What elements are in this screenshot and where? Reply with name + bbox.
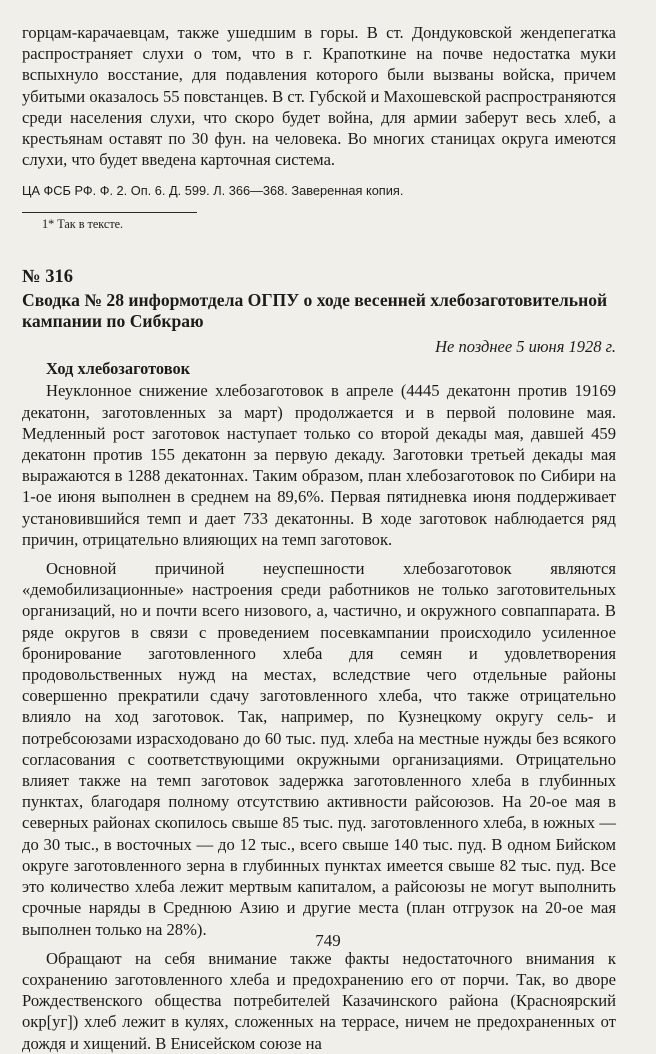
- archival-source-note: ЦА ФСБ РФ. Ф. 2. Оп. 6. Д. 599. Л. 366—368. Заверенная копия.: [22, 183, 404, 199]
- footnote-divider: [22, 212, 197, 213]
- body-paragraph: Основной причиной неуспешности хлебозаготовок являются «демобилизационные» настроения среди работников не только заготовительных организаций, но и почти всего низового, а, частично, и окружного совпаппарата. В ряде округов в связи с проведением посевкампании происходило усиленное бронирование заготовленного хлеба для семян и удовлетворения продовольственных нужд на местах, вследствие чего отдельные районы совершенно прекратили сдачу заготовленного хлеба, что также отрицательно влияло на ход заготовок. Так, например, по Кузнецкому округу сель- и потребсоюзами израсходовано до 60 тыс. пуд. хлеба на местные нужды без всякого согласования с соответствующими окружными организациями. Отрицательно влияет также на темп заготовок задержка заготовленного хлеба в глубинных пунктах, благодаря полному отсутствию активности райсоюзов. На 20-ое мая в северных районах скопилось свыше 85 тыс. пуд. заготовленного хлеба, в южных — до 30 тыс., в восточных — до 12 тыс., всего свыше 140 тыс. пуд. В одном Бийском округе заготовленного зерна в глубинных пунктах имеется свыше 82 тыс. пуд. Все это количество хлеба лежит мертвым капиталом, а райсоюзы не могут выполнить срочные наряды в Среднюю Азию и другие места (план отгрузок на 20-ое мая выполнен только на 28%).: [22, 559, 616, 939]
- body-paragraph: Обращают на себя внимание также факты недостаточного внимания к сохранению заготовленного хлеба и предохранению его от порчи. Так, во дворе Рождественского общества потребителей Казачинского района (Красноярский окр[уг]) хлеб лежит в кулях, сложенных на террасе, ничем не предохраненных от дождя и хищений. В Енисейском союзе на: [22, 948, 616, 1053]
- section-heading: Ход хлебозаготовок: [46, 359, 191, 379]
- continuation-paragraph: горцам-карачаевцам, также ушедшим в горы. В ст. Дондуковской жендепегатка распространяет слухи о том, что в г. Крапоткине на почве недостатка муки вспыхнуло восстание, для подавления которого были вызваны войска, причем убитыми оказалось 55 повстанцев. В ст. Губской и Махошевской распространяются среди населения слухи, что скоро будет война, для армии заберут весь хлеб, а крестьянам оставят по 30 фун. на человека. Во многих станицах округа имеются слухи, что будет введена карточная система.: [22, 23, 616, 170]
- body-paragraph: Неуклонное снижение хлебозаготовок в апреле (4445 декатонн против 19169 декатонн, заготовленных за март) продолжается и в первой половине мая. Медленный рост заготовок наступает только со второй декады мая, давшей 459 декатонн против 155 декатонн за первую декаду. Заготовки третьей декады мая выражаются в 1288 декатоннах. Таким образом, план хлебозаготовок по Сибири на 1-ое июня выполнен в среднем на 89,6%. Первая пятидневка июня поддерживает установившийся темп и дает 733 декатонны. В ходе заготовок наблюдается ряд причин, отрицательно влияющих на темп заготовок.: [22, 381, 616, 549]
- document-title: Сводка № 28 информотдела ОГПУ о ходе весенней хлебозаготовительной кампании по Сибкраю: [22, 290, 608, 332]
- document-number: № 316: [22, 267, 73, 288]
- footnote: 1* Так в тексте.: [42, 217, 124, 232]
- page-number: 749: [315, 931, 341, 950]
- document-date: Не позднее 5 июня 1928 г.: [435, 337, 616, 357]
